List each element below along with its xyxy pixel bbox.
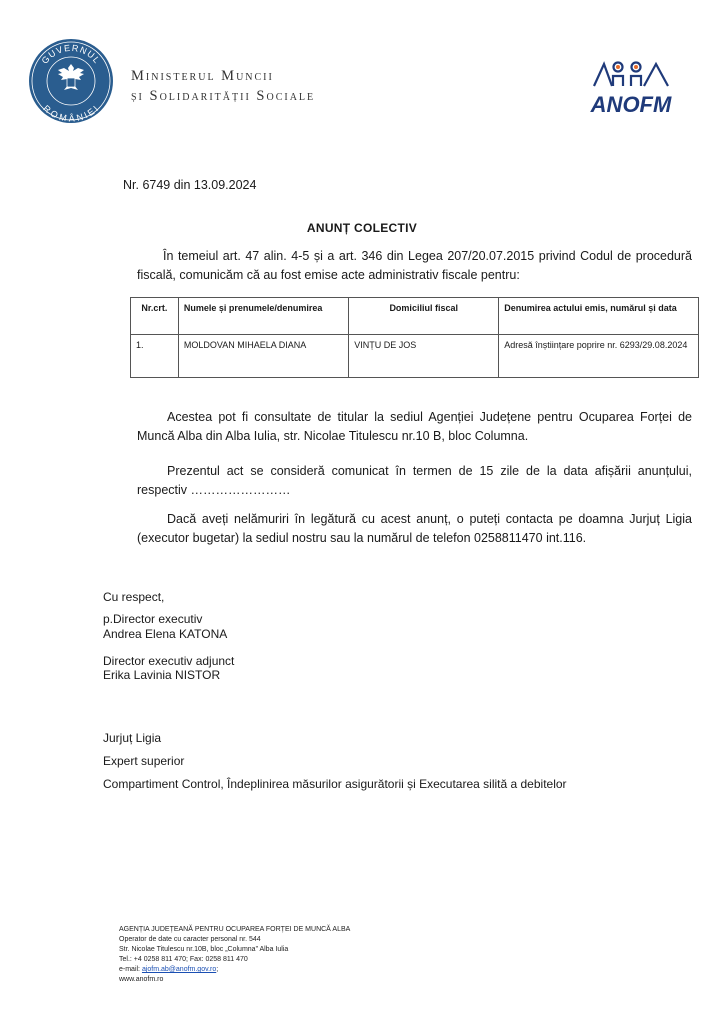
director-name: Andrea Elena KATONA	[103, 627, 228, 641]
footer-email-link[interactable]: ajofm.ab@anofm.gov.ro	[141, 966, 217, 973]
deputy-director-name: Erika Lavinia NISTOR	[103, 668, 221, 682]
author-department: Compartiment Control, Îndeplinirea măsurilor asigurătorii și Executarea silită a debitelor	[103, 777, 567, 791]
table-header-row	[131, 298, 699, 335]
ministry-name	[131, 66, 315, 106]
communication-paragraph: Prezentul act se consideră comunicat în termen de 15 zile de la data afișării anunțului, respectiv ……………………	[137, 464, 692, 497]
footer-email-suffix: ;	[216, 966, 219, 973]
footer-agency: AGENȚIA JUDEȚEANĂ PENTRU OCUPAREA FORȚEI DE MUNCĂ ALBA	[119, 926, 351, 933]
table-cell: Adresă înștiințare poprire nr. 6293/29.08.2024	[499, 335, 699, 378]
table-cell: 1.	[131, 335, 179, 378]
footer-email-line	[119, 965, 350, 975]
ministry-name-line1: Ministerul Muncii	[131, 68, 274, 84]
footer-website[interactable]: www.anofm.ro	[119, 976, 164, 983]
table-cell: MOLDOVAN MIHAELA DIANA	[178, 335, 348, 378]
author-name: Jurjuț Ligia	[103, 731, 162, 745]
intro-paragraph: În temeiul art. 47 alin. 4-5 și a art. 346 din Legea 207/20.07.2015 privind Codul de procedură fiscală, comunicăm că au fost emise acte administrativ fiscale pentru:	[137, 249, 692, 282]
table-header-cell: Domiciliul fiscal	[349, 298, 499, 335]
table-header-cell: Denumirea actului emis, numărul și data	[499, 298, 699, 335]
table-header-cell: Nr.crt.	[131, 298, 179, 335]
author-role: Expert superior	[103, 754, 185, 768]
acts-table	[130, 297, 699, 378]
consult-paragraph: Acestea pot fi consultate de titular la sediul Agenției Județene pentru Ocuparea Forței de Muncă Alba din Alba Iulia, str. Nicolae Titulescu nr.10 B, bloc Columna.	[137, 410, 692, 443]
svg-text:ANOFM: ANOFM	[590, 92, 672, 117]
footer-operator: Operator de date cu caracter personal nr. 544	[119, 936, 261, 943]
document-reference: Nr. 6749 din 13.09.2024	[123, 178, 257, 192]
svg-text:GUVERNUL: GUVERNUL	[39, 42, 103, 66]
table-cell: VINȚU DE JOS	[349, 335, 499, 378]
closing-formula: Cu respect,	[103, 590, 165, 604]
footer-address: Str. Nicolae Titulescu nr.10B, bloc „Columna” Alba Iulia	[119, 946, 289, 953]
document-title: ANUNȚ COLECTIV	[306, 221, 418, 235]
government-seal-logo	[28, 38, 114, 124]
svg-text:ROMÂNIEI: ROMÂNIEI	[41, 103, 101, 124]
footer	[119, 925, 350, 985]
director-role: p.Director executiv	[103, 612, 203, 626]
anofm-logo	[572, 56, 690, 118]
footer-email-label: e-mail:	[119, 966, 142, 973]
ministry-name-line2: și Solidarității Sociale	[131, 88, 316, 104]
deputy-director-role: Director executiv adjunct	[103, 654, 235, 668]
table-row	[131, 335, 699, 378]
footer-phone: Tel.: +4 0258 811 470; Fax: 0258 811 470	[119, 956, 248, 963]
contact-paragraph: Dacă aveți nelămuriri în legătură cu acest anunț, o puteți contacta pe doamna Jurjuț Ligia (executor bugetar) la sediul nostru sau la numărul de telefon 0258811470 int.116.	[137, 512, 692, 545]
table-header-cell: Numele și prenumele/denumirea	[178, 298, 348, 335]
